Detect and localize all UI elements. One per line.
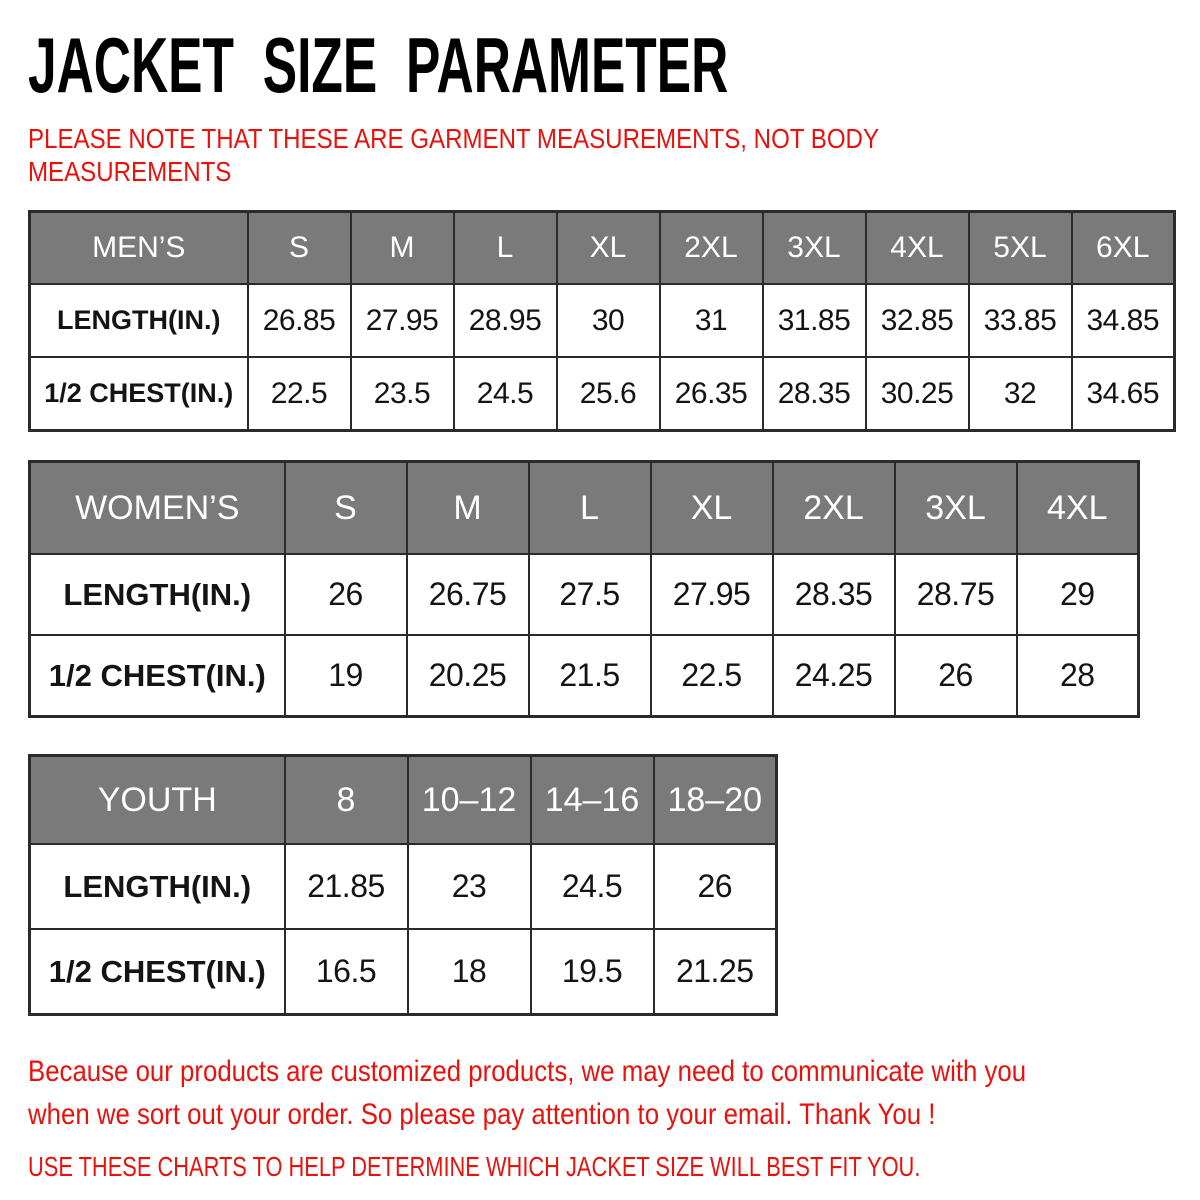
page-title-text: JACKET SIZE PARAMETER xyxy=(28,21,729,109)
value-cell: 27.95 xyxy=(651,554,773,635)
note-line-2: MEASUREMENTS xyxy=(28,156,232,187)
mens-header-row xyxy=(30,212,1175,285)
size-header-cell: 8 xyxy=(285,756,408,845)
youth-chest-row xyxy=(30,929,777,1015)
size-header-cell: 3XL xyxy=(895,462,1017,555)
size-header-cell: L xyxy=(454,212,557,285)
customization-notice-line-2: when we sort out your order. So please pay attention to your email. Thank You ! xyxy=(28,1098,936,1131)
value-cell: 30.25 xyxy=(866,357,969,431)
value-cell: 31 xyxy=(660,284,763,357)
size-header-cell: 5XL xyxy=(969,212,1072,285)
value-cell: 25.6 xyxy=(557,357,660,431)
value-cell: 26 xyxy=(654,844,777,929)
note-line-1: PLEASE NOTE THAT THESE ARE GARMENT MEASUREMENTS, NOT BODY xyxy=(28,123,880,154)
value-cell: 26 xyxy=(285,554,407,635)
mens-table-title: MEN’S xyxy=(30,212,248,285)
value-cell: 32 xyxy=(969,357,1072,431)
value-cell: 34.65 xyxy=(1072,357,1175,431)
usage-note-line: USE THESE CHARTS TO HELP DETERMINE WHICH JACKET SIZE WILL BEST FIT YOU. xyxy=(28,1151,921,1182)
size-header-cell: XL xyxy=(651,462,773,555)
value-cell: 19 xyxy=(285,635,407,717)
mens-size-table xyxy=(28,210,1176,432)
value-cell: 22.5 xyxy=(248,357,351,431)
youth-size-table xyxy=(28,754,778,1016)
youth-header-row xyxy=(30,756,777,845)
size-header-cell: 6XL xyxy=(1072,212,1175,285)
value-cell: 33.85 xyxy=(969,284,1072,357)
value-cell: 21.5 xyxy=(529,635,651,717)
customization-notice xyxy=(28,1050,1172,1136)
value-cell: 22.5 xyxy=(651,635,773,717)
row-label-cell: LENGTH(IN.) xyxy=(30,554,285,635)
mens-length-row xyxy=(30,284,1175,357)
value-cell: 16.5 xyxy=(285,929,408,1015)
usage-note xyxy=(28,1150,1172,1184)
value-cell: 18 xyxy=(408,929,531,1015)
value-cell: 20.25 xyxy=(407,635,529,717)
youth-length-row xyxy=(30,844,777,929)
womens-size-table xyxy=(28,460,1140,718)
value-cell: 27.5 xyxy=(529,554,651,635)
value-cell: 34.85 xyxy=(1072,284,1175,357)
womens-length-row xyxy=(30,554,1139,635)
value-cell: 21.25 xyxy=(654,929,777,1015)
womens-header-row xyxy=(30,462,1139,555)
value-cell: 23.5 xyxy=(351,357,454,431)
value-cell: 21.85 xyxy=(285,844,408,929)
size-header-cell: 2XL xyxy=(773,462,895,555)
garment-measurement-note xyxy=(28,122,1172,188)
value-cell: 26.35 xyxy=(660,357,763,431)
row-label-cell: LENGTH(IN.) xyxy=(30,284,248,357)
size-header-cell: S xyxy=(248,212,351,285)
size-header-cell: L xyxy=(529,462,651,555)
size-header-cell: 18–20 xyxy=(654,756,777,845)
page-title xyxy=(28,21,1172,109)
womens-chest-row xyxy=(30,635,1139,717)
value-cell: 26 xyxy=(895,635,1017,717)
size-header-cell: S xyxy=(285,462,407,555)
mens-chest-row xyxy=(30,357,1175,431)
row-label-cell: 1/2 CHEST(IN.) xyxy=(30,635,285,717)
value-cell: 32.85 xyxy=(866,284,969,357)
size-header-cell: 3XL xyxy=(763,212,866,285)
customization-notice-line-1: Because our products are customized products, we may need to communicate with you xyxy=(28,1055,1027,1088)
value-cell: 19.5 xyxy=(531,929,654,1015)
value-cell: 24.5 xyxy=(531,844,654,929)
value-cell: 26.85 xyxy=(248,284,351,357)
row-label-cell: 1/2 CHEST(IN.) xyxy=(30,357,248,431)
size-header-cell: M xyxy=(407,462,529,555)
size-header-cell: 4XL xyxy=(1017,462,1139,555)
size-header-cell: M xyxy=(351,212,454,285)
value-cell: 28 xyxy=(1017,635,1139,717)
value-cell: 28.35 xyxy=(763,357,866,431)
value-cell: 29 xyxy=(1017,554,1139,635)
size-header-cell: 14–16 xyxy=(531,756,654,845)
value-cell: 28.95 xyxy=(454,284,557,357)
row-label-cell: LENGTH(IN.) xyxy=(30,844,285,929)
value-cell: 28.35 xyxy=(773,554,895,635)
value-cell: 31.85 xyxy=(763,284,866,357)
size-header-cell: XL xyxy=(557,212,660,285)
value-cell: 27.95 xyxy=(351,284,454,357)
womens-table-title: WOMEN’S xyxy=(30,462,285,555)
value-cell: 24.5 xyxy=(454,357,557,431)
value-cell: 24.25 xyxy=(773,635,895,717)
value-cell: 26.75 xyxy=(407,554,529,635)
value-cell: 28.75 xyxy=(895,554,1017,635)
row-label-cell: 1/2 CHEST(IN.) xyxy=(30,929,285,1015)
size-header-cell: 4XL xyxy=(866,212,969,285)
size-header-cell: 2XL xyxy=(660,212,763,285)
value-cell: 23 xyxy=(408,844,531,929)
value-cell: 30 xyxy=(557,284,660,357)
size-header-cell: 10–12 xyxy=(408,756,531,845)
youth-table-title: YOUTH xyxy=(30,756,285,845)
